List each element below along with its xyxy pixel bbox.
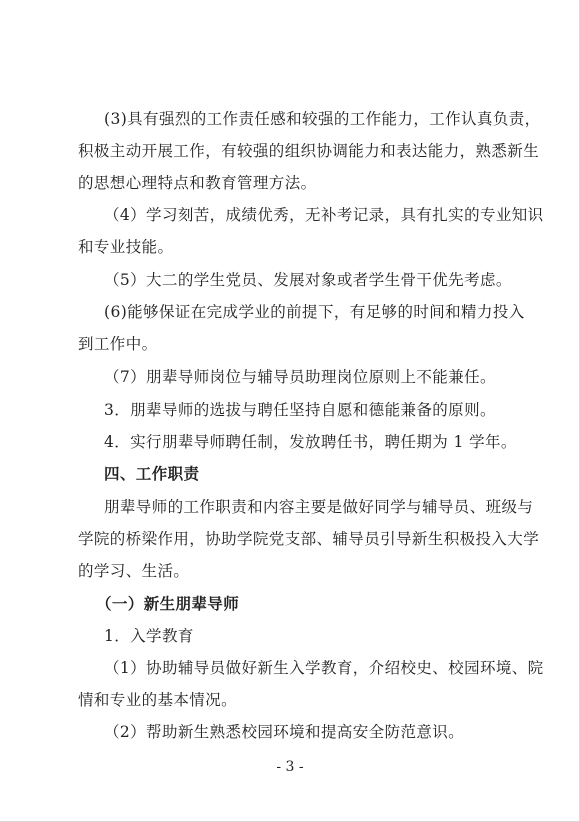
paragraph-line: （7）朋辈导师岗位与辅导员助理岗位原则上不能兼任。: [104, 368, 496, 386]
paragraph-line: 情和专业的基本情况。: [78, 691, 238, 709]
paragraph-line: （1）协助辅导员做好新生入学教育，介绍校史、校园环境、院: [104, 659, 544, 677]
paragraph-line: (6)能够保证在完成学业的前提下，有足够的时间和精力投入: [104, 303, 525, 321]
paragraph-line: （4）学习刻苦，成绩优秀，无补考记录，具有扎实的专业知识: [104, 206, 544, 224]
subsection-heading: （一）新生朋辈导师: [96, 595, 240, 613]
page-number: - 3 -: [276, 759, 304, 775]
item-title: 1．入学教育: [104, 627, 194, 645]
paragraph-line: 到工作中。: [78, 335, 158, 353]
paragraph-line: 朋辈导师的工作职责和内容主要是做好同学与辅导员、班级与: [104, 498, 534, 516]
paragraph-line: （5）大二的学生党员、发展对象或者学生骨干优先考虑。: [104, 271, 512, 289]
paragraph-line: 4．实行朋辈导师聘任制，发放聘任书，聘任期为 1 学年。: [104, 433, 517, 451]
section-heading: 四、工作职责: [104, 465, 200, 483]
paragraph-line: 的思想心理特点和教育管理方法。: [78, 174, 317, 192]
paragraph-line: 学院的桥梁作用，协助学院党支部、辅导员引导新生积极投入大学: [78, 530, 540, 548]
paragraph-line: 和专业技能。: [78, 238, 174, 256]
paragraph-line: 的学习、生活。: [78, 562, 190, 580]
paragraph-line: （2）帮助新生熟悉校园环境和提高安全防范意识。: [104, 723, 465, 741]
paragraph-line: 3．朋辈导师的选拔与聘任坚持自愿和德能兼备的原则。: [104, 401, 496, 419]
paragraph-line: (3)具有强烈的工作责任感和较强的工作能力，工作认真负责，: [104, 110, 541, 128]
paragraph-line: 积极主动开展工作，有较强的组织协调能力和表达能力，熟悉新生: [78, 142, 540, 160]
